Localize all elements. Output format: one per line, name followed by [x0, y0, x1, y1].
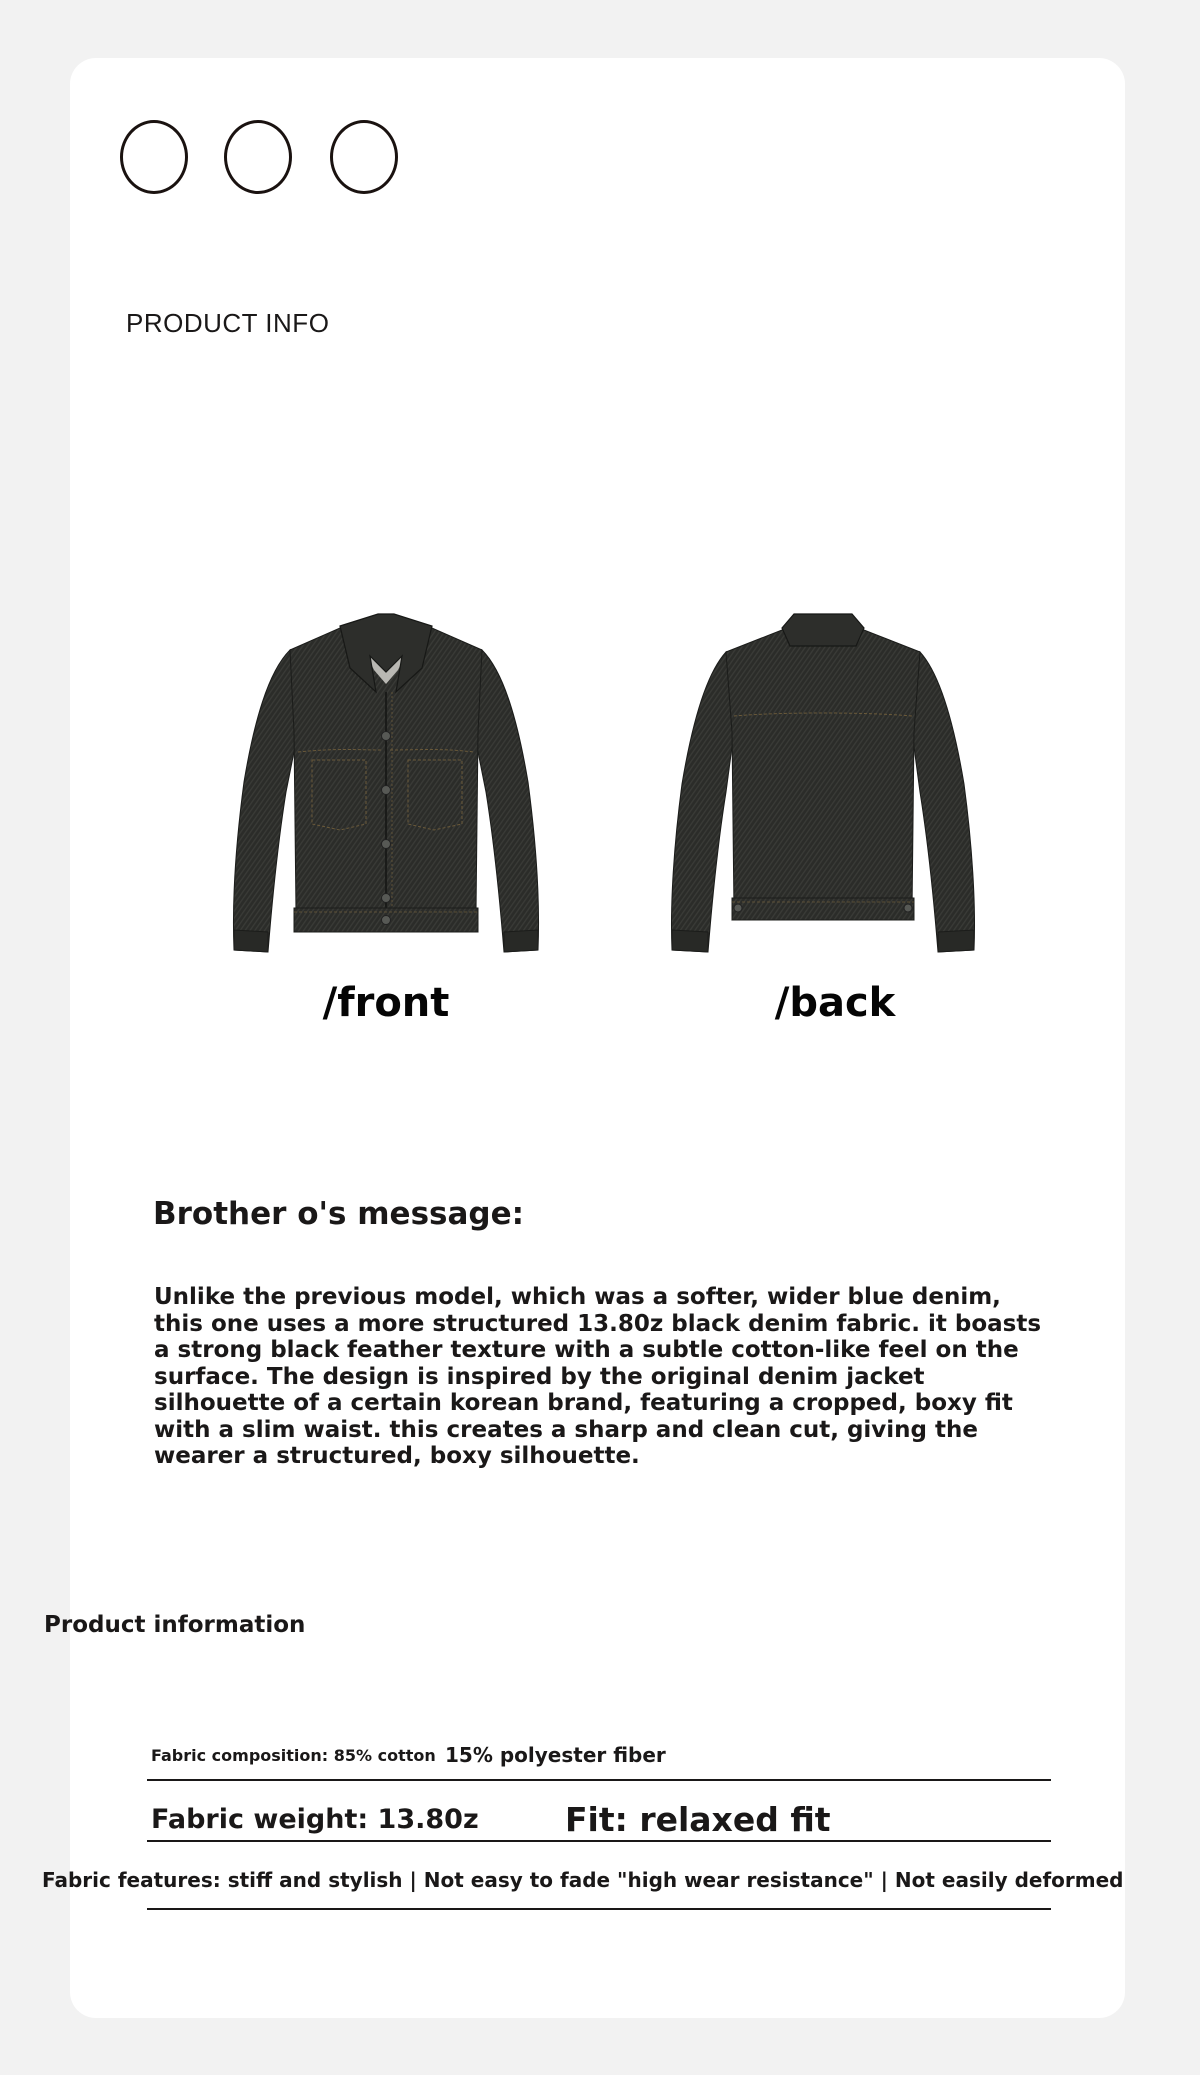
- product-information-title: Product information: [44, 1612, 306, 1638]
- logo-ring: [120, 120, 188, 194]
- product-card: [70, 58, 1125, 2018]
- message-body: Unlike the previous model, which was a softer, wider blue denim, this one uses a more structured 13.80z black denim fabric. it boasts a strong black feather texture with a subtle cotton-like feel on the surface. The design is inspired by the original denim jacket silhouette of a certain korean brand, featuring a cropped, boxy fit with a slim waist. this creates a sharp and clean cut, giving the wearer a structured, boxy silhouette.: [154, 1284, 1042, 1469]
- back-view-label: /back: [774, 980, 896, 1026]
- section-label: PRODUCT INFO: [126, 308, 330, 338]
- fabric-composition: Fabric composition: 85% cotton: [151, 1746, 436, 1765]
- logo-ring: [224, 120, 292, 194]
- divider: [147, 1908, 1051, 1910]
- front-view-label: /front: [322, 980, 450, 1026]
- three-rings-logo-icon: [118, 120, 418, 200]
- divider: [147, 1779, 1051, 1781]
- jacket-back-image: [668, 612, 978, 956]
- fabric-features: Fabric features: stiff and stylish | Not easy to fade "high wear resistance" | Not easily deformed: [42, 1868, 1124, 1892]
- jacket-front-image: [228, 612, 544, 956]
- divider: [147, 1840, 1051, 1842]
- logo-ring: [330, 120, 398, 194]
- fabric-weight: Fabric weight: 13.80z: [151, 1804, 479, 1835]
- message-title: Brother o's message:: [153, 1196, 525, 1232]
- fit-info: Fit: relaxed fit: [565, 1800, 831, 1839]
- fabric-composition-extra: 15% polyester fiber: [445, 1743, 666, 1767]
